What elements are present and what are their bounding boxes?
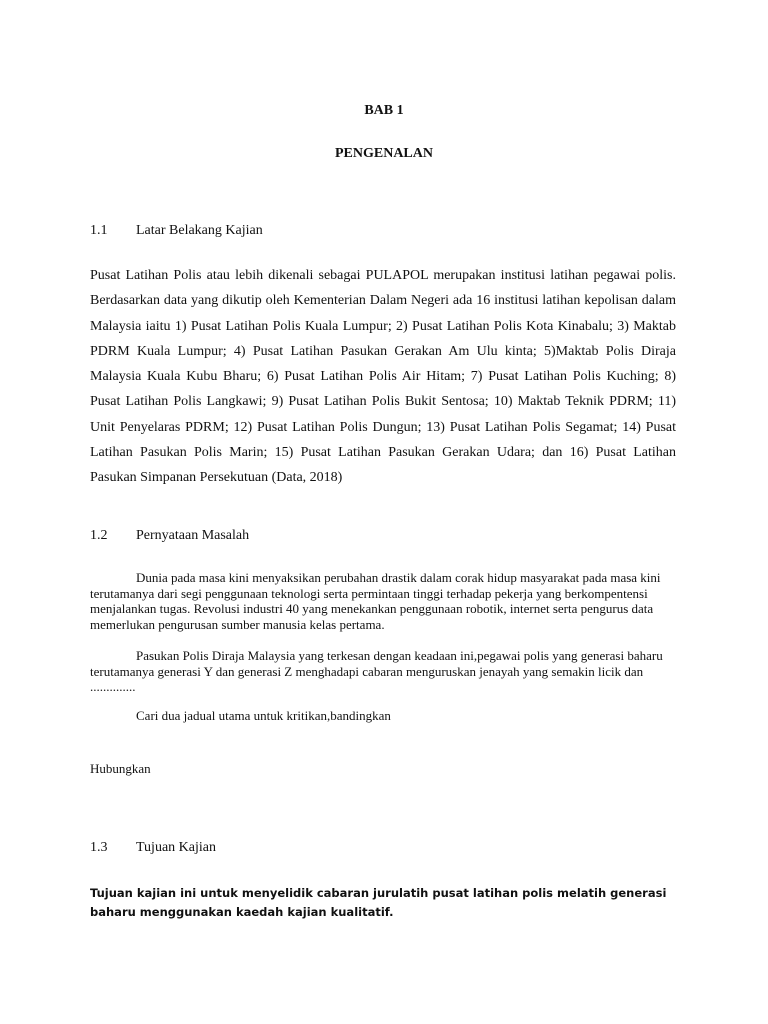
section-heading-1-1 [90,223,263,239]
chapter-title: PENGENALAN [334,146,433,161]
paragraph-text: Pasukan Polis Diraja Malaysia yang terkesan dengan keadaan ini,pegawai polis yang generasi baharu terutamanya generasi Y dan generasi Z menghadapi cabaran menguruskan jenayah yang semakin licik dan .............. [90,648,663,694]
objective-paragraph: Tujuan kajian ini untuk menyelidik cabaran jurulatih pusat latihan polis melatih generasi baharu menggunakan kaedah kajian kualitatif. [90,886,667,919]
paragraph-text: Dunia pada masa kini menyaksikan perubahan drastik dalam corak hidup masyarakat pada masa kini terutamanya dari segi penggunaan teknologi serta permintaan tinggi terhadap pekerja yang berkompentensi menjalankan tugas. Revolusi industri 40 yang menekankan penggunaan robotik, internet serta pengurus data memerlukan pengurusan sumber manusia kelas pertama. [90,570,661,632]
paragraph-text: Cari dua jadual utama untuk kritikan,bandingkan [136,708,391,723]
section-number: 1.3 [90,840,108,855]
problem-note [90,708,680,724]
problem-paragraph-2 [90,648,680,695]
chapter-number: BAB 1 [364,103,404,118]
section-number: 1.1 [90,223,108,238]
section-heading-1-3 [90,840,216,856]
section-number: 1.2 [90,528,108,543]
section-heading-1-2 [90,528,249,544]
background-paragraph: Pusat Latihan Polis atau lebih dikenali sebagai PULAPOL merupakan institusi latihan pegawai polis. Berdasarkan data yang dikutip oleh Kementerian Dalam Negeri ada 16 institusi latihan kepolisan dalam Malaysia iaitu 1) Pusat Latihan Polis Kuala Lumpur; 2) Pusat Latihan Polis Kota Kinabalu; 3) Maktab PDRM Kuala Lumpur; 4) Pusat Latihan Pasukan Gerakan Am Ulu kinta; 5)Maktab Polis Diraja Malaysia Kuala Kubu Bharu; 6) Pusat Latihan Polis Air Hitam; 7) Pusat Latihan Polis Kuching; 8) Pusat Latihan Polis Langkawi; 9) Pusat Latihan Polis Bukit Sentosa; 10) Maktab Teknik PDRM; 11) Unit Penyelaras PDRM; 12) Pusat Latihan Polis Dungun; 13) Pusat Latihan Polis Segamat; 14) Pusat Latihan Pasukan Polis Marin; 15) Pusat Latihan Pasukan Gerakan Udara; dan 16) Pusat Latihan Pasukan Simpanan Persekutuan (Data, 2018) [90,268,676,486]
section-title: Pernyataan Masalah [136,528,250,543]
section-title: Tujuan Kajian [136,840,216,855]
problem-paragraph-1 [90,570,680,632]
section-title: Latar Belakang Kajian [136,223,263,238]
problem-note-hubungkan: Hubungkan [90,761,151,776]
